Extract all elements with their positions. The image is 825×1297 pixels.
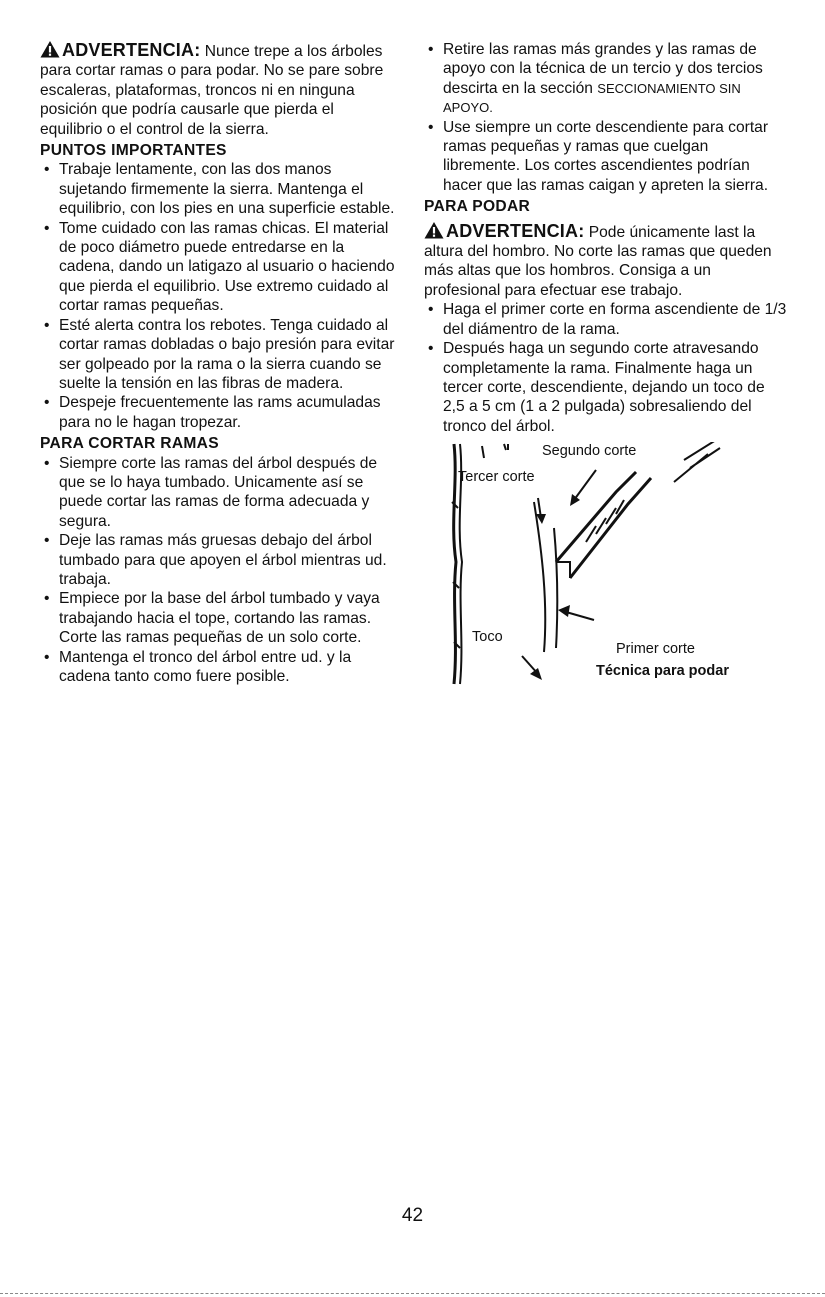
warning-heading: ADVERTENCIA: [446, 220, 585, 241]
important-list [40, 160, 395, 432]
label-stub: Toco [472, 629, 503, 646]
list-item: • Siempre corte las ramas del árbol después de que se lo haya tumbado. Unicamente así se puede cortar las ramas de forma adecuada y segura. [40, 454, 395, 532]
list-item: • Trabaje lentamente, con las dos manos sujetando firmemente la sierra. Mantenga el equilibrio, con los pies en una superficie estable. [40, 160, 395, 218]
list-item-text: Retire las ramas más grandes y las ramas de apoyo con la técnica de un tercio y dos tercios descirta en la sección [443, 41, 763, 97]
list-item: • Use siempre un corte descendiente para cortar ramas pequeñas y ramas que cuelgan libremente. Los cortes ascendientes podrían hacer que las ramas caigan y apreten la sierra. [424, 118, 788, 196]
list-item: • Tome cuidado con las ramas chicas. El material de poco diámetro puede entredarse en la cadena, dando un latigazo al usuario o haciendo que pierda el equilibrio. Use extremo cuidado al cortar ramas pequeñas. [40, 219, 395, 316]
page-number: 42 [401, 1205, 424, 1226]
cut-branches-list [40, 454, 395, 687]
warning-heading: ADVERTENCIA: [62, 40, 201, 60]
label-first-cut: Primer corte [616, 641, 695, 658]
list-item: • Esté alerta contra los rebotes. Tenga cuidado al cortar ramas dobladas o bajo presión para evitar ser golpeado por la rama o la sierra cuando se suelte la tensión en las fibras de madera. [40, 316, 395, 394]
right-column [424, 40, 788, 687]
warning-text: Pode únicamente last la altura del hombro. No corte las ramas que queden más altas que los hombros. Consiga a un profesional para efectuar ese trabajo. [424, 223, 772, 299]
section-heading-pruning: PARA PODAR [424, 198, 531, 216]
pruning-steps-list [424, 300, 788, 436]
bottom-divider [0, 1293, 825, 1294]
warning-text: Nunce trepe a los árboles para cortar ramas o para podar. No se pare sobre escaleras, plataformas, troncos ni en ninguna posición que podría causarle que pierda el equilibrio o el control de la sierra. [40, 43, 384, 138]
warning-triangle-icon [424, 221, 444, 239]
list-item: • Haga el primer corte en forma ascendiente de 1/3 del diámentro de la rama. [424, 300, 788, 339]
list-item: • Empiece por la base del árbol tumbado y vaya trabajando hacia el tope, cortando las ramas. Corte las ramas pequeñas de un solo corte. [40, 589, 395, 647]
section-reference: SECCIONAMIENTO SIN APOYO. [443, 80, 741, 116]
list-item: • Deje las ramas más gruesas debajo del árbol tumbado para que apoyen el árbol mientras ud. trabaja. [40, 531, 395, 589]
label-third-cut: Tercer corte [458, 469, 535, 486]
warning-triangle-icon [40, 40, 60, 58]
list-item: • Después haga un segundo corte atravesando completamente la rama. Finalmente haga un tercer corte, descendiente, dejando un toco de 2,5 a 5 cm (1 a 2 pulgada) sobresaliendo del tronco del árbol. [424, 339, 788, 436]
branch-removal-list [424, 40, 788, 195]
list-item: • Mantenga el tronco del árbol entre ud. y la cadena tanto como fuere posible. [40, 648, 395, 687]
list-item [424, 40, 788, 118]
warning-block-climbing [40, 40, 395, 139]
label-second-cut: Segundo corte [542, 443, 637, 460]
section-heading-important: PUNTOS IMPORTANTES [40, 142, 227, 160]
pruning-technique-diagram [446, 442, 766, 687]
section-heading-cut-branches: PARA CORTAR RAMAS [40, 435, 219, 453]
warning-block-shoulder-height [424, 221, 788, 301]
diagram-caption: Técnica para podar [596, 663, 729, 680]
list-item: • Despeje frecuentemente las rams acumuladas para no le hagan tropezar. [40, 393, 395, 432]
left-column [40, 40, 395, 686]
